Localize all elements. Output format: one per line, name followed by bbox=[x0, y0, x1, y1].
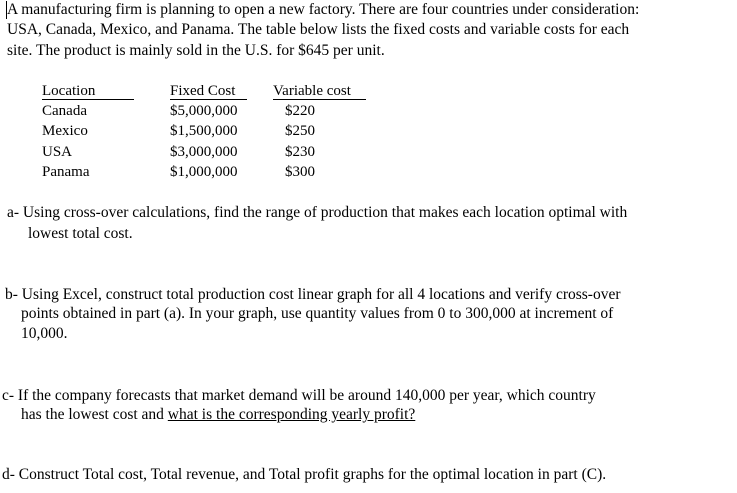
table-cell-fixed-cost: $1,000,000 bbox=[170, 164, 238, 180]
question-b-line-3: 10,000. bbox=[21, 325, 68, 342]
table-cell-variable-cost: $250 bbox=[285, 123, 315, 139]
table-cell-location: Canada bbox=[42, 103, 87, 119]
table-cell-variable-cost: $230 bbox=[285, 144, 315, 160]
table-cell-fixed-cost: $3,000,000 bbox=[170, 144, 238, 160]
table-cell-fixed-cost: $1,500,000 bbox=[170, 123, 238, 139]
table-cell-location: USA bbox=[42, 144, 73, 160]
header-rule-variable-cost bbox=[273, 99, 366, 100]
table-header-location: Location bbox=[42, 83, 96, 99]
header-rule-location bbox=[42, 99, 134, 100]
intro-line-3: site. The product is mainly sold in the U.S. for $645 per unit. bbox=[7, 42, 385, 59]
intro-line-2: USA, Canada, Mexico, and Panama. The table below lists the fixed costs and variable costs for each bbox=[7, 21, 630, 38]
table-cell-location: Mexico bbox=[42, 123, 88, 139]
table-cell-variable-cost: $220 bbox=[285, 103, 315, 119]
table-cell-variable-cost: $300 bbox=[285, 164, 315, 180]
question-c-line-2 bbox=[21, 406, 415, 424]
table-header-fixed-cost: Fixed Cost bbox=[170, 83, 236, 99]
table-cell-fixed-cost: $5,000,000 bbox=[170, 103, 238, 119]
header-rule-fixed-cost bbox=[170, 99, 247, 100]
intro-line-1: A manufacturing firm is planning to open a new factory. There are four countries under consideration: bbox=[7, 1, 640, 18]
question-c-line-1: c- If the company forecasts that market demand will be around 140,000 per year, which country bbox=[2, 387, 596, 404]
question-c-line-2-plain: has the lowest cost and bbox=[21, 406, 168, 423]
question-c-underlined-text: what is the corresponding yearly profit? bbox=[167, 406, 416, 423]
question-a-line-2: lowest total cost. bbox=[28, 225, 133, 242]
question-b-line-2: points obtained in part (a). In your graph, use quantity values from 0 to 300,000 at increment of bbox=[21, 305, 614, 322]
table-cell-location: Panama bbox=[42, 164, 90, 180]
question-a-line-1: a- Using cross-over calculations, find the range of production that makes each location optimal with bbox=[7, 204, 628, 221]
question-b-line-1: b- Using Excel, construct total production cost linear graph for all 4 locations and verify cross-over bbox=[5, 286, 621, 303]
question-d-line-1: d- Construct Total cost, Total revenue, and Total profit graphs for the optimal location in part (C). bbox=[2, 466, 607, 483]
table-header-variable-cost: Variable cost bbox=[273, 83, 351, 99]
